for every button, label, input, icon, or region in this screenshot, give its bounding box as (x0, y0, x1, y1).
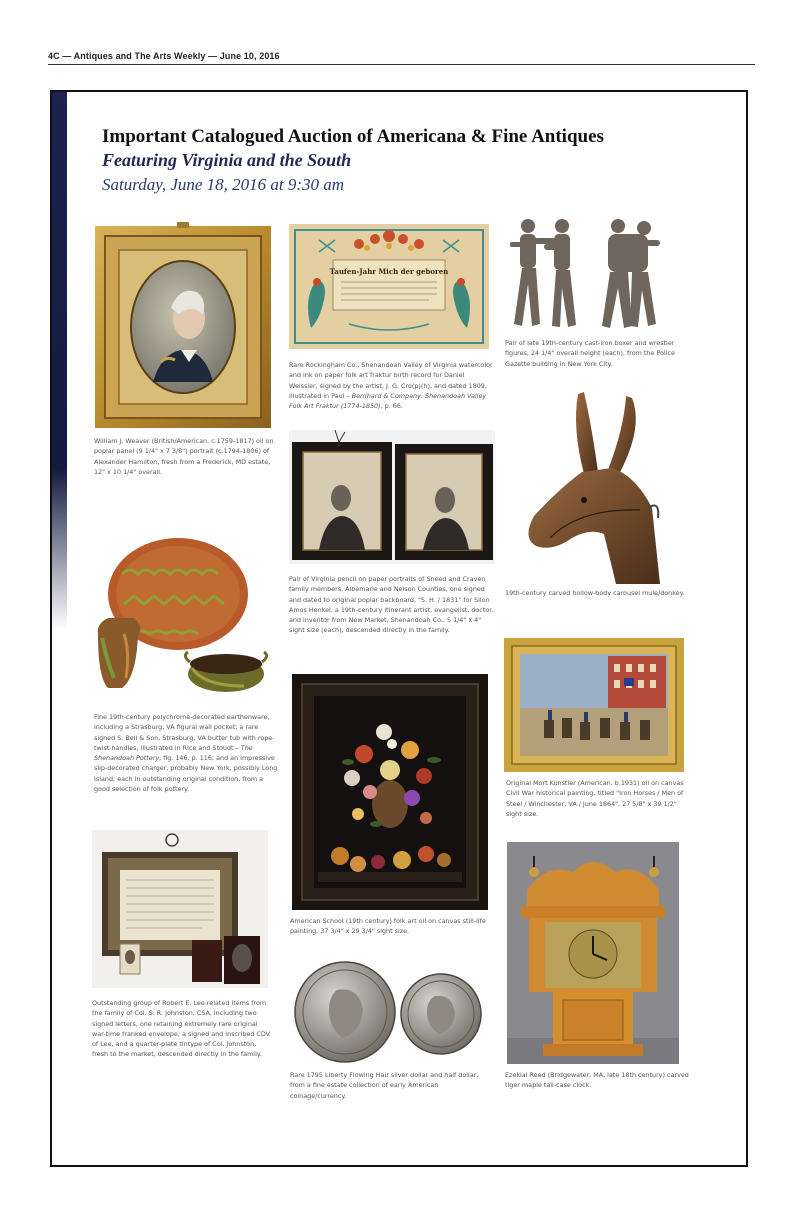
lee-caption: Outstanding group of Robert E. Lee related items from the family of Col. S. R. Johnston, CSA, including two signed letters, one retaining extremely rare original war-time franked envelope; a signed and inscribed CDV of Lee, and a quarter-plate tintype of Col. Johnston, fresh to the market, descended directly in the family. (92, 999, 271, 1059)
fraktur-inscription: Taufen-Jahr Mich der geboren (329, 267, 449, 276)
boxer-wrestler-figures-image (506, 214, 676, 332)
page-header: 4C — Antiques and The Arts Weekly — June 10, 2016 (48, 51, 280, 61)
kunstler-caption: Original Mort Kunstler (American, b.1931) oil on canvas Civil War historical painting, titled "Iron Horses / Men of Steel / Winchester, VA / June 1864", 27 5/8" x 39 1/2" sight size. (506, 779, 684, 818)
earthenware-image (94, 538, 270, 696)
hamilton-caption: William J. Weaver (British/American, c.1759-1817) oil on poplar panel (9 1/4" x 7 3/8") portrait (c.1794-1806) of Alexander Hamilton, fresh from a Frederick, MD estate, 12" x 10 1/4" overall. (94, 437, 274, 476)
pencil-portraits-image (289, 430, 495, 564)
auction-date: Saturday, June 18, 2016 at 9:30 am (102, 175, 345, 194)
navy-side-bar (52, 92, 67, 630)
fraktur-caption: Rare Rockingham Co., Shenandoah Valley of Virginia watercolor and ink on paper folk art fraktur birth record for Daniel Weissler, signed by the artist, J. G. Cro(p)(h), and dated 1809, illustrated in Paul – Bernhard & Company: Shenandoah Valley Folk Art Fraktur (1774-1850), p. 66. (289, 361, 493, 411)
kunstler-painting-image (504, 638, 684, 772)
header-rule (48, 64, 755, 65)
hamilton-portrait-image (95, 222, 271, 428)
mule-caption: 19th-century carved hollow-body carousel mule/donkey. (505, 589, 685, 597)
ad-subtitle: Featuring Virginia and the South (102, 150, 352, 170)
tall-case-clock-image (507, 842, 679, 1064)
silver-coins-image (293, 960, 491, 1066)
carousel-mule-image (520, 388, 666, 584)
ad-title: Important Catalogued Auction of Americana & Fine Antiques (102, 126, 604, 147)
fraktur-image (289, 224, 489, 349)
coins-caption: Rare 1795 Liberty Flowing Hair silver dollar and half dollar, from a fine estate collection of early American coinage/currency. (290, 1071, 479, 1100)
lee-items-image (92, 830, 268, 988)
clock-caption: Ezekial Reed (Bridgewater, MA, late 18th century) carved tiger maple tall-case clock. (505, 1071, 689, 1090)
still-life-caption: American School (19th century) folk art oil on canvas still-life painting, 37 3/4" x 29 3/4" sight size. (290, 917, 486, 936)
still-life-painting-image (292, 674, 488, 910)
earthenware-caption: Fine 19th-century polychrome-decorated earthenware, including a Strasburg, VA figural wall pocket; a rare signed S. Bell & Son, Strasburg, VA butter tub with rope-twist handles, illustrated in Rice and Stoudt – The Shenandoah Pottery, fig. 146, p. 116; and an impressive slip-decorated charger, probably New York, possibly Long Island; each in outstanding original condition, from a good selection of folk pottery. (94, 713, 278, 794)
portraits-caption: Pair of Virginia pencil on paper portraits of Sneed and Craven family members, Albemarle and Nelson Counties, one signed and dated to original poplar backboard, "S. H. / 1831" for Silon Amos Henkel, a 19th-century itinerant artist, evangelist, doctor, and inventor from New Market, Shenandoah Co., 5 1/4" x 4" sight size (each), descended directly in the family. (289, 575, 494, 635)
boxers-caption: Pair of late 19th-century cast-iron boxer and wrestler figures, 24 1/4" overall height (each), from the Police Gazette building in New York City. (505, 339, 675, 368)
